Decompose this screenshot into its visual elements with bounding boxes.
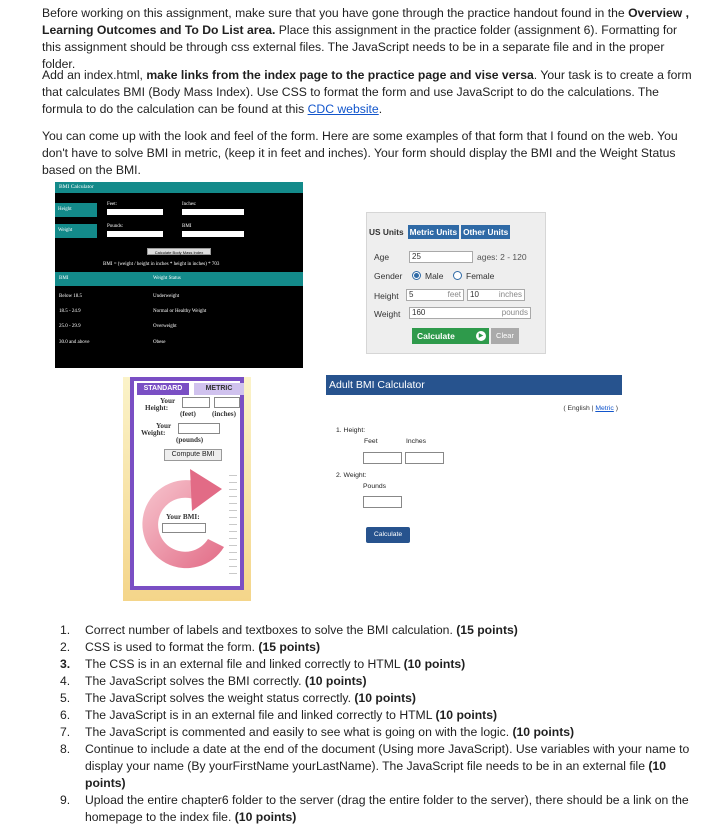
- ex1-pounds-label: Pounds:: [107, 224, 124, 229]
- ex4-height-label: 1. Height:: [336, 427, 366, 434]
- list-points: (10 points): [234, 810, 297, 824]
- tab-standard[interactable]: STANDARD: [137, 383, 189, 395]
- ex1-row-bmi: Below 18.5: [59, 294, 83, 299]
- ex2-height-feet-input[interactable]: [406, 289, 464, 301]
- ex3-pounds-unit: (pounds): [176, 436, 204, 444]
- example-us-units-form: [366, 212, 546, 354]
- ex3-compute-button[interactable]: Compute BMI: [164, 449, 222, 461]
- list-points: (15 points): [258, 640, 321, 654]
- ex2-calculate-label: Calculate: [417, 331, 455, 341]
- ex3-weight-input[interactable]: [178, 423, 220, 434]
- ex1-calculate-button[interactable]: Calculate Body Mass Index: [147, 248, 211, 255]
- list-item: [60, 656, 700, 673]
- list-number: 8.: [60, 742, 71, 756]
- ex1-height-label: Height: [55, 203, 97, 217]
- list-number: 5.: [60, 691, 71, 705]
- ex2-height-feet-value: 5: [409, 290, 414, 299]
- ex1-row-bmi: 25.0 - 29.9: [59, 324, 81, 329]
- ex3-feet-unit: (feet): [180, 410, 196, 418]
- ex4-language-links: [563, 405, 618, 412]
- tab-metric-units[interactable]: Metric Units: [409, 227, 458, 237]
- list-points: (10 points): [85, 759, 666, 790]
- tab-metric[interactable]: METRIC: [194, 383, 244, 395]
- intro-text: Before working on this assignment, make sure that you have gone through the practice handout found in the: [42, 6, 629, 20]
- ex3-frame: [130, 377, 244, 590]
- intro-text: Add an index.html,: [42, 68, 147, 82]
- list-number: 7.: [60, 725, 71, 739]
- ex3-scale-ticks: [229, 469, 237, 579]
- cdc-website-link[interactable]: CDC website: [307, 102, 379, 116]
- example-adult-bmi-calculator: [326, 375, 622, 565]
- ex1-pounds-input[interactable]: [107, 231, 163, 237]
- ex1-row-bmi: 18.5 - 24.9: [59, 309, 81, 314]
- list-points: (10 points): [435, 708, 498, 722]
- ex3-inches-unit: (inches): [212, 410, 236, 418]
- ex4-weight-label: 2. Weight:: [336, 472, 367, 479]
- list-item: [60, 707, 700, 724]
- tab-us-units[interactable]: US Units: [369, 227, 404, 237]
- list-item: [60, 741, 700, 792]
- intro-text: .: [378, 102, 383, 116]
- list-text: The JavaScript is commented and easily to see what is going on with the logic.: [85, 725, 513, 739]
- intro-bold-text: make links from the index page to the practice page and vise versa: [146, 68, 534, 82]
- list-text: The JavaScript solves the BMI correctly.: [85, 674, 305, 688]
- ex2-male-label: Male: [425, 271, 444, 281]
- list-text: The JavaScript is in an external file and linked correctly to HTML: [85, 708, 436, 722]
- list-item: [60, 690, 700, 707]
- ex1-row-status: Underweight: [153, 294, 180, 299]
- ex2-weight-input[interactable]: [409, 307, 531, 319]
- list-text: The CSS is in an external file and linked correctly to HTML: [85, 657, 404, 671]
- ex4-feet-label: Feet: [364, 438, 378, 445]
- list-text: Correct number of labels and textboxes to solve the BMI calculation.: [85, 623, 457, 637]
- requirements-list: [60, 622, 700, 826]
- intro-paragraph-2: [42, 67, 692, 118]
- list-item: [60, 724, 700, 741]
- metric-link[interactable]: Metric: [595, 405, 614, 412]
- ex1-row-bmi: 30.0 and above: [59, 340, 90, 345]
- ex3-height-label: Height:: [145, 404, 169, 412]
- intro-text: . Your task is to create a form that calculates BMI (Body Mass Index). Use CSS to format the form and use JavaScript to do the calculations. The formula to do the calculation can be found at this: [42, 68, 692, 116]
- list-item: [60, 639, 700, 656]
- ex2-pounds-unit: pounds: [501, 308, 528, 317]
- ex1-inches-input[interactable]: [182, 209, 244, 215]
- ex3-inches-input[interactable]: [214, 397, 240, 408]
- ex2-age-hint: ages: 2 - 120: [477, 252, 527, 262]
- ex1-col-bmi: BMI: [59, 276, 69, 281]
- ex2-female-label: Female: [466, 271, 495, 281]
- ex2-age-input[interactable]: 25: [409, 251, 473, 263]
- intro-paragraph-3: You can come up with the look and feel of the form. Here are some examples of that form that I found on the web. You don't have to solve BMI in metric, (keep it in feet and inches). Your form should display the BMI and the Weight Status based on the BMI.: [42, 129, 678, 177]
- ex3-bmi-output: [162, 523, 206, 533]
- ex2-height-inches-input[interactable]: [467, 289, 525, 301]
- ex4-inches-input[interactable]: [405, 452, 444, 464]
- ex4-lang-text: ): [613, 405, 618, 412]
- ex2-male-radio[interactable]: [412, 271, 421, 280]
- ex1-row-status: Normal or Healthy Weight: [153, 309, 207, 314]
- ex2-weight-label: Weight: [374, 309, 401, 319]
- ex1-status-header: [55, 272, 303, 286]
- ex3-your-label: Your: [156, 422, 172, 430]
- ex3-weight-label: Weight:: [141, 429, 166, 437]
- list-text: Continue to include a date at the end of the document (Using more JavaScript). Use variables with your name to display your name (By yourFirstName yourLastName). The JavaScript file needs to be in an external file: [85, 742, 690, 773]
- intro-bold-text: Overview , Learning Outcomes and To Do List area.: [42, 6, 690, 37]
- list-text: Upload the entire chapter6 folder to the server (drag the entire folder to the server), there should be a link on the homepage to the index file.: [85, 793, 689, 824]
- play-arrow-icon: ▶: [476, 331, 486, 341]
- ex1-feet-input[interactable]: [107, 209, 163, 215]
- list-text: CSS is used to format the form.: [85, 640, 259, 654]
- list-number: 2.: [60, 640, 71, 654]
- example-compute-bmi-card: [123, 377, 251, 601]
- ex4-title-bar: Adult BMI Calculator: [326, 375, 622, 395]
- ex1-inches-label: Inches:: [182, 202, 197, 207]
- list-points: (15 points): [456, 623, 518, 637]
- ex1-bmi-label: BMI: [182, 224, 192, 229]
- intro-paragraph-1: [42, 5, 692, 73]
- ex1-bmi-output: [182, 231, 244, 237]
- ex3-your-label: Your: [160, 397, 176, 405]
- ex1-row-status: Obese: [153, 340, 166, 345]
- ex3-feet-input[interactable]: [182, 397, 210, 408]
- ex2-height-inches-value: 10: [470, 290, 479, 299]
- list-number: 6.: [60, 708, 71, 722]
- example-bmi-table-form: [55, 182, 303, 368]
- ex1-feet-label: Feet:: [107, 202, 117, 207]
- ex1-row-status: Overweight: [153, 324, 177, 329]
- ex4-pounds-label: Pounds: [363, 483, 387, 490]
- list-item: [60, 673, 700, 690]
- list-number: 4.: [60, 674, 71, 688]
- list-points: (10 points): [512, 725, 575, 739]
- list-points: (10 points): [304, 674, 367, 688]
- ex1-formula: BMI = (weight / height in inches * height in inches) * 703: [103, 262, 220, 267]
- ex2-feet-unit: feet: [447, 290, 461, 299]
- ex4-lang-text: ( English |: [563, 405, 596, 412]
- intro-text: Place this assignment in the practice folder (assignment 6). Formatting for this assignment should be through css external files. The JavaScript needs to be in a separate file and in the proper folder.: [42, 23, 678, 71]
- ex2-calculate-button[interactable]: [412, 328, 489, 344]
- ex2-weight-value: 160: [412, 308, 426, 317]
- tab-other-units[interactable]: Other Units: [463, 227, 509, 237]
- ex1-weight-label: Weight: [55, 224, 97, 238]
- ex2-age-label: Age: [374, 252, 390, 262]
- ex3-your-bmi-label: Your BMI:: [166, 513, 200, 521]
- list-item: [60, 792, 700, 826]
- list-number: 3.: [60, 657, 71, 671]
- ex2-clear-button[interactable]: Clear: [491, 328, 519, 344]
- list-item: [60, 622, 700, 639]
- ex4-feet-input[interactable]: [363, 452, 402, 464]
- ex2-gender-label: Gender: [374, 271, 403, 281]
- list-points: (10 points): [354, 691, 416, 705]
- ex2-female-radio[interactable]: [453, 271, 462, 280]
- list-number: 1.: [60, 623, 71, 637]
- ex2-height-label: Height: [374, 291, 399, 301]
- ex2-inches-unit: inches: [498, 290, 522, 299]
- ex1-title-bar: BMI Calculator: [55, 182, 303, 193]
- ex4-inches-label: Inches: [406, 438, 427, 445]
- list-number: 9.: [60, 793, 71, 807]
- list-points: (10 points): [403, 657, 466, 671]
- ex2-unit-tabs: [367, 225, 512, 239]
- ex4-pounds-input[interactable]: [363, 496, 402, 508]
- ex4-calculate-button[interactable]: Calculate: [366, 527, 410, 543]
- list-text: The JavaScript solves the weight status correctly.: [85, 691, 355, 705]
- ex1-col-status: Weight Status: [153, 276, 181, 281]
